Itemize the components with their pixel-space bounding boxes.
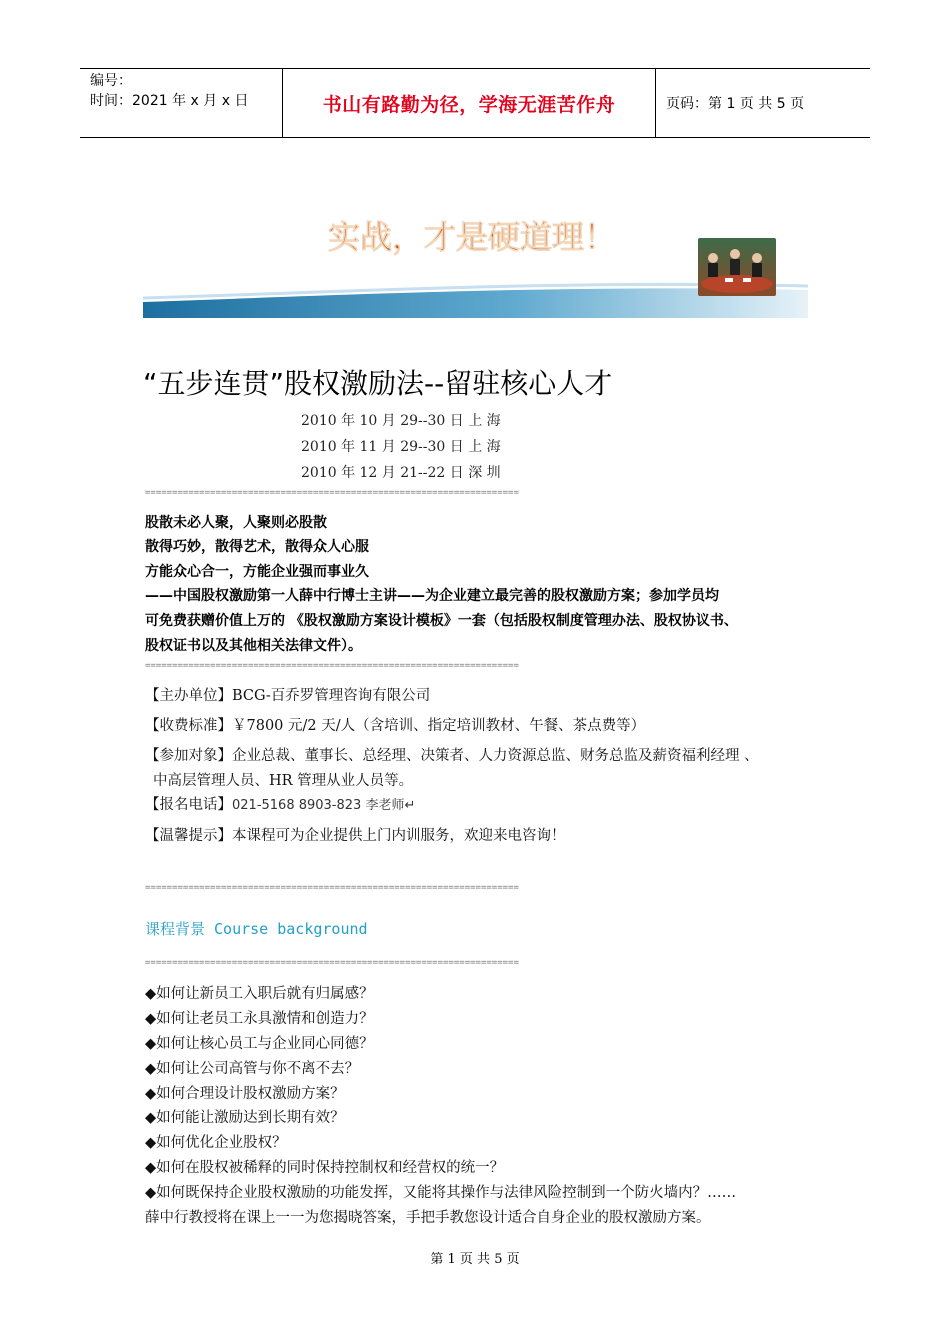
audience-continued: 中高层管理人员、HR 管理从业人员等。 xyxy=(153,773,414,789)
question-item: ◆如何既保持企业股权激励的功能发挥，又能将其操作与法律风险控制到一个防火墙内？…… xyxy=(145,1185,737,1201)
divider-rule-4: ===================================================================== xyxy=(145,958,519,968)
banner-slogan: 实战，才是硬道理！ xyxy=(328,218,617,256)
question-item: ◆如何在股权被稀释的同时保持控制权和经营权的统一？ xyxy=(145,1160,505,1176)
question-item: ◆如何优化企业股权？ xyxy=(145,1135,287,1151)
phone-line xyxy=(145,793,415,814)
audience-line: 【参加对象】企业总裁、董事长、总经理、决策者、人力资源总监、财务总监及薪资福利经理 、 xyxy=(145,748,759,764)
question-item: ◆如何让老员工永具激情和创造力？ xyxy=(145,1011,374,1027)
header-motto: 书山有路勤为径，学海无涯苦作舟 xyxy=(282,69,656,137)
question-item: ◆如何让公司高管与你不离不去？ xyxy=(145,1061,360,1077)
header-table xyxy=(80,68,870,138)
document-date: 时间：2021 年 x 月 x 日 xyxy=(90,93,249,109)
session-date-1: 2010 年 10 月 29--30 日 上 海 xyxy=(301,413,501,429)
header-page-info: 页码：第 1 页 共 5 页 xyxy=(666,96,805,112)
question-item: ◆如何让核心员工与企业同心同德？ xyxy=(145,1036,374,1052)
tip-line: 【温馨提示】本课程可为企业提供上门内训服务，欢迎来电咨询！ xyxy=(145,828,566,844)
phone-label: 【报名电话】 xyxy=(145,797,232,813)
divider-rule-2: ===================================================================== xyxy=(145,661,519,671)
banner-image xyxy=(143,198,808,318)
fee-line: 【收费标准】￥7800 元/2 天/人（含培训、指定培训教材、午餐、茶点费等） xyxy=(145,718,646,734)
intro-line-3: 方能众心合一，方能企业强而事业久 xyxy=(145,564,369,580)
session-date-3: 2010 年 12 月 21--22 日 深 圳 xyxy=(301,465,501,481)
intro-line-6: 股权证书以及其他相关法律文件）。 xyxy=(145,638,362,654)
closing-line: 薛中行教授将在课上一一为您揭晓答案，手把手教您设计适合自身企业的股权激励方案。 xyxy=(145,1210,711,1226)
organizer-line: 【主办单位】BCG-百乔罗管理咨询有限公司 xyxy=(145,688,431,704)
course-title: “五步连贯”股权激励法--留驻核心人才 xyxy=(143,367,613,400)
intro-line-1: 股散未必人聚，人聚则必股散 xyxy=(145,515,327,531)
document-number-label: 编号： xyxy=(90,73,132,89)
intro-line-4: ——中国股权激励第一人薛中行博士主讲——为企业建立最完善的股权激励方案；参加学员均 xyxy=(145,588,719,604)
intro-line-2: 散得巧妙，散得艺术，散得众人心服 xyxy=(145,539,369,555)
question-item: ◆如何能让激励达到长期有效？ xyxy=(145,1110,345,1126)
session-date-2: 2010 年 11 月 29--30 日 上 海 xyxy=(301,439,501,455)
intro-line-5: 可免费获赠价值上万的 《股权激励方案设计模板》一套（包括股权制度管理办法、股权协议书、 xyxy=(145,613,738,629)
header-left-cell xyxy=(80,69,282,137)
meeting-photo xyxy=(698,238,776,296)
divider-rule-1: ===================================================================== xyxy=(145,488,519,498)
question-item: ◆如何合理设计股权激励方案？ xyxy=(145,1086,345,1102)
page-footer: 第 1 页 共 5 页 xyxy=(430,1252,520,1267)
section-title-course-background: 课程背景 Course background xyxy=(145,920,368,938)
question-item: ◆如何让新员工入职后就有归属感？ xyxy=(145,986,374,1002)
divider-rule-3: ===================================================================== xyxy=(145,883,519,893)
phone-number: 021-5168 8903-823 李老师↵ xyxy=(232,798,416,813)
